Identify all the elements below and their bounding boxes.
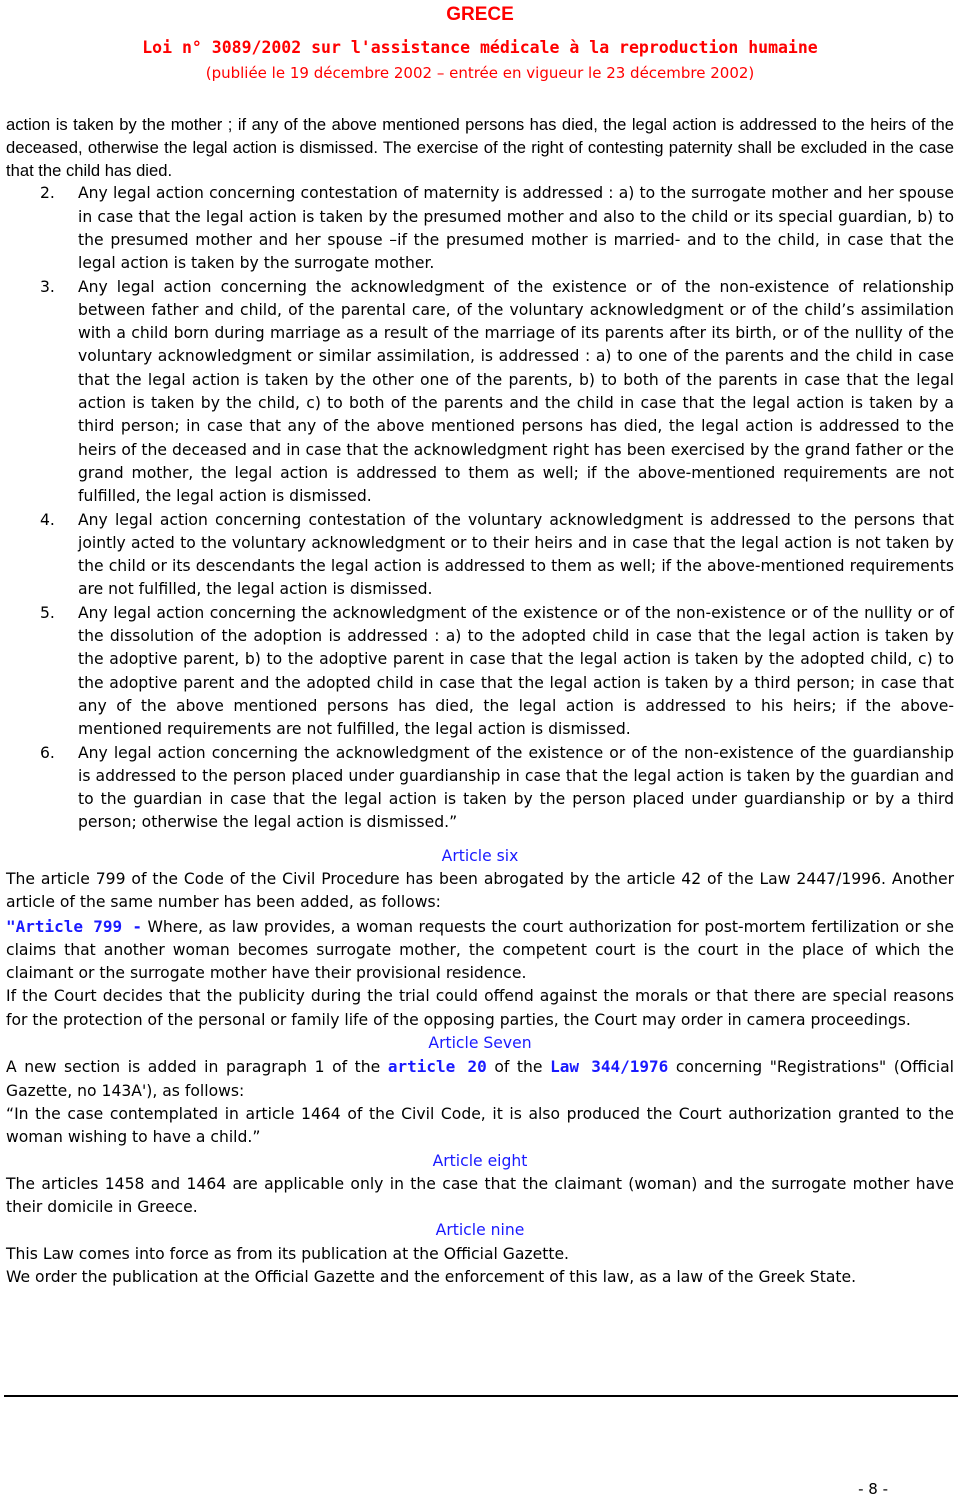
- article-six-section: [6, 845, 954, 1032]
- article-seven-section: [6, 1032, 954, 1149]
- list-item-number: 5.: [40, 603, 55, 622]
- law-344-reference: Law 344/1976: [550, 1057, 669, 1077]
- article-seven-quote: “In the case contemplated in article 1464 of the Civil Code, it is also produced the Court authorization granted to the woman wishing to have a child.”: [6, 1104, 954, 1147]
- list-item-text: Any legal action concerning the acknowledgment of the existence or of the non-existence of relationship between father and child, of the parental care, of the voluntary acknowledgment or of the child’s assimilation with a child born during marriage as a result of the marriage of its parents after its birth, or of the nullity of the voluntary acknowledgment or similar assimilation, is addressed : a) to one of the parents and the child in case that the legal action is taken by the other one of the parents, b) to both of the parents in case that the legal action is taken by the child, c) to both of the parents and the child in case that the legal action is taken by a third person; in case that any of the above mentioned persons has died, the legal action is addressed to the heirs of the deceased and in case that the acknowledgment right has been exercised by the grand father or the grand mother, the legal action is addressed to them as well; if the above-mentioned requirements are not fulfilled, the legal action is dismissed.: [78, 277, 954, 506]
- numbered-list: [6, 182, 954, 834]
- footer-divider: [4, 1395, 958, 1397]
- page-number: - 8 -: [858, 1480, 888, 1498]
- list-item-text: Any legal action concerning contestation of maternity is addressed : a) to the surrogate mother and her spouse in case that the legal action is taken by the presumed mother and also to the child or its special guardian, b) to the presumed mother and her spouse –if the presumed mother is married- and to the child, in case that the legal action is taken by the surrogate mother.: [78, 184, 954, 273]
- intro-paragraph: action is taken by the mother ; if any of the above mentioned persons has died, the legal action is addressed to the heirs of the deceased, otherwise the legal action is dismissed. The exercise of the right of contesting paternity shall be excluded in the case that the child has died.: [6, 115, 954, 180]
- list-item-number: 4.: [40, 510, 55, 529]
- article-seven-text: concerning "Registrations" (Official Gazette, no 143A'), as follows:: [6, 1058, 954, 1100]
- list-item: [6, 276, 954, 509]
- article-nine-section: [6, 1219, 954, 1289]
- list-item: [6, 602, 954, 742]
- article-nine-paragraph: This Law comes into force as from its publication at the Official Gazette.: [6, 1244, 569, 1263]
- list-item: [6, 509, 954, 602]
- list-item-text: Any legal action concerning the acknowledgment of the existence or of the non-existence of the guardianship is addressed to the person placed under guardianship in case that the legal action is taken by the guardian and to the guardian in case that the legal action is taken by the person placed under guardianship or by a third person; otherwise the legal action is dismissed.”: [78, 743, 954, 832]
- article-nine-title: Article nine: [435, 1221, 525, 1240]
- article-20-reference: article 20: [387, 1057, 487, 1077]
- document-body: [6, 114, 954, 1289]
- list-item-number: 2.: [40, 184, 55, 203]
- list-item-number: 6.: [40, 743, 55, 762]
- article-seven-paragraph: [6, 1055, 954, 1103]
- article-six-title: Article six: [441, 846, 519, 865]
- law-title: Loi n° 3089/2002 sur l'assistance médicale à la reproduction humaine: [142, 38, 818, 57]
- article-799-paragraph: [6, 915, 954, 986]
- list-item-number: 3.: [40, 277, 55, 296]
- publication-dates: (publiée le 19 décembre 2002 – entrée en vigueur le 23 décembre 2002): [205, 64, 755, 82]
- article-seven-text: of the: [486, 1058, 551, 1077]
- article-nine-paragraph: We order the publication at the Official Gazette and the enforcement of this law, as a law of the Greek State.: [6, 1268, 857, 1287]
- list-item-text: Any legal action concerning contestation of the voluntary acknowledgment is addressed to the persons that jointly acted to the voluntary acknowledgment or to their heirs and in case that the legal action is not taken by the child or its descendants the legal action is addressed to them as well; if the above-mentioned requirements are not fulfilled, the legal action is dismissed.: [78, 510, 954, 599]
- country-heading: GRECE: [446, 4, 514, 25]
- article-eight-paragraph: The articles 1458 and 1464 are applicable only in the case that the claimant (woman) and the surrogate mother have their domicile in Greece.: [6, 1174, 954, 1217]
- list-item: [6, 742, 954, 835]
- article-seven-text: A new section is added in paragraph 1 of the: [6, 1058, 388, 1077]
- article-799-text: Where, as law provides, a woman requests the court authorization for post-mortem fertilization or she claims that another woman becomes surrogate mother, the competent court is the court in the place of which the claimant or the surrogate mother have their provisional residence.: [6, 917, 954, 983]
- list-item-text: Any legal action concerning the acknowledgment of the existence or of the non-existence or of the nullity or of the dissolution of the adoption is addressed : a) to the adopted child in case that the legal action is taken by the adoptive parent, b) to the adoptive parent in case that the legal action is taken by the adopted child, c) to the adoptive parent and the adopted child in case that the legal action is taken by a third person; in case that any of the above mentioned persons has died, the legal action is addressed to his heirs; if the above-mentioned requirements are not fulfilled, the legal action is dismissed.: [78, 603, 954, 739]
- article-799-reference: "Article 799 -: [6, 916, 142, 936]
- article-eight-section: [6, 1150, 954, 1220]
- article-six-paragraph: The article 799 of the Code of the Civil Procedure has been abrogated by the article 42 of the Law 2447/1996. Another article of the same number has been added, as follows:: [6, 870, 954, 912]
- article-seven-title: Article Seven: [428, 1034, 532, 1053]
- article-eight-title: Article eight: [432, 1151, 528, 1170]
- article-six-paragraph: If the Court decides that the publicity during the trial could offend against the morals or that there are special reasons for the protection of the personal or family life of the opposing parties, the Court may order in camera proceedings.: [6, 987, 954, 1029]
- list-item: [6, 182, 954, 275]
